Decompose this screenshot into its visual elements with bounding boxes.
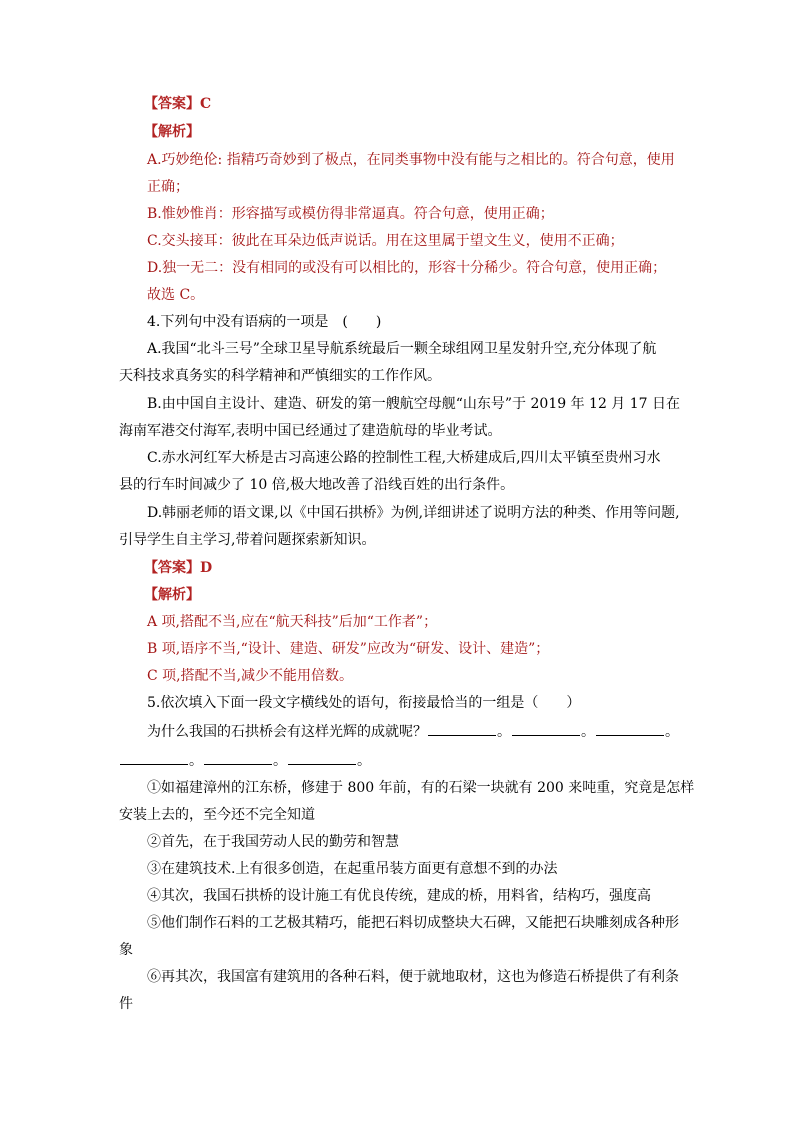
fill-blank (120, 751, 188, 765)
q4-option-b-line2: 海南军港交付海军,表明中国已经通过了建造航母的毕业考试。 (119, 423, 502, 439)
answer-label: 【答案】 (144, 96, 200, 112)
q5-option-6-line1: ⑥再其次，我国富有建筑用的各种石料，便于就地取材，这也为修造石桥提供了有利条 (147, 969, 679, 985)
fill-blank (204, 751, 272, 765)
analysis-label: 【解析】 (144, 587, 200, 603)
q5-option-1-line2: 安装上去的，至今还不完全知道 (119, 807, 315, 823)
period-mark: 。 (273, 753, 287, 769)
q4-option-a-line1: A.我国“北斗三号”全球卫星导航系统最后一颗全球组网卫星发射升空,充分体现了航 (147, 341, 657, 357)
q5-option-5-line1: ⑤他们制作石料的工艺极其精巧，能把石料切成整块大石碑，又能把石块雕刻成各种形 (147, 915, 679, 931)
q4-answer (144, 559, 212, 577)
q5-passage-line2 (119, 751, 371, 770)
q4-analysis-c: C 项,搭配不当,减少不能用倍数。 (147, 668, 354, 684)
q3-answer (144, 95, 211, 113)
q4-option-c-line2: 县的行车时间减少了 10 倍,极大地改善了沿线百姓的出行条件。 (119, 477, 515, 493)
q3-analysis-a-line2: 正确； (147, 179, 189, 195)
period-mark: 。 (665, 724, 679, 740)
q4-option-d-line2: 引导学生自主学习,带着问题探索新知识。 (119, 532, 376, 548)
q3-conclusion: 故选 C。 (147, 287, 205, 303)
q5-option-3: ③在建筑技术.上有很多创造，在起重吊装方面更有意想不到的办法 (147, 861, 558, 877)
fill-blank (288, 751, 356, 765)
analysis-label: 【解析】 (144, 124, 200, 140)
period-mark: 。 (357, 753, 371, 769)
q4-option-a-line2: 天科技求真务实的科学精神和严慎细实的工作作风。 (119, 368, 441, 384)
q3-analysis-b: B.惟妙惟肖：形容描写或模仿得非常逼真。符合句意，使用正确； (147, 206, 554, 222)
fill-blank (596, 722, 664, 736)
q5-option-2: ②首先，在于我国劳动人民的勤劳和智慧 (147, 834, 399, 850)
q4-option-d-line1: D.韩丽老师的语文课,以《中国石拱桥》为例,详细讲述了说明方法的种类、作用等问题, (147, 505, 680, 521)
q3-analysis-d: D.独一无二：没有相同的或没有可以相比的，形容十分稀少。符合句意，使用正确； (147, 260, 667, 276)
q5-option-6-line2: 件 (119, 996, 133, 1012)
q5-option-5-line2: 象 (119, 942, 133, 958)
q5-passage-text: 为什么我国的石拱桥会有这样光辉的成就呢？ (147, 724, 427, 740)
answer-label: 【答案】 (144, 560, 200, 576)
answer-value: D (200, 560, 213, 576)
q4-option-b-line1: B.由中国自主设计、建造、研发的第一艘航空母舰“山东号”于 2019 年 12 月 17 日在 (147, 396, 681, 412)
q4-option-c-line1: C.赤水河红军大桥是古习高速公路的控制性工程,大桥建成后,四川太平镇至贵州习水 (147, 450, 661, 466)
q3-analysis-a-line1: A.巧妙绝伦: 指精巧奇妙到了极点，在同类事物中没有能与之相比的。符合句意，使用 (147, 152, 675, 168)
period-mark: 。 (497, 724, 511, 740)
q5-stem: 5.依次填入下面一段文字横线处的语句，衔接最恰当的一组是（ ） (147, 695, 581, 711)
q5-option-1-line1: ①如福建漳州的江东桥，修建于 800 年前，有的石梁一块就有 200 来吨重，究竟是怎样 (147, 780, 695, 796)
q5-option-4: ④其次，我国石拱桥的设计施工有优良传统，建成的桥，用料省，结构巧，强度高 (147, 888, 651, 904)
fill-blank (428, 722, 496, 736)
fill-blank (512, 722, 580, 736)
q4-analysis-a: A 项,搭配不当,应在“航天科技”后加“工作者”； (147, 614, 438, 630)
period-mark: 。 (189, 753, 203, 769)
q5-passage-line1 (147, 722, 679, 741)
q4-stem: 4.下列句中没有语病的一项是 ( ) (147, 314, 382, 330)
q3-analysis-c: C.交头接耳：彼此在耳朵边低声说话。用在这里属于望文生义，使用不正确； (147, 233, 624, 249)
answer-value: C (200, 96, 212, 112)
period-mark: 。 (581, 724, 595, 740)
q4-analysis-b: B 项,语序不当,“设计、建造、研发”应改为“研发、设计、建造”； (147, 641, 550, 657)
